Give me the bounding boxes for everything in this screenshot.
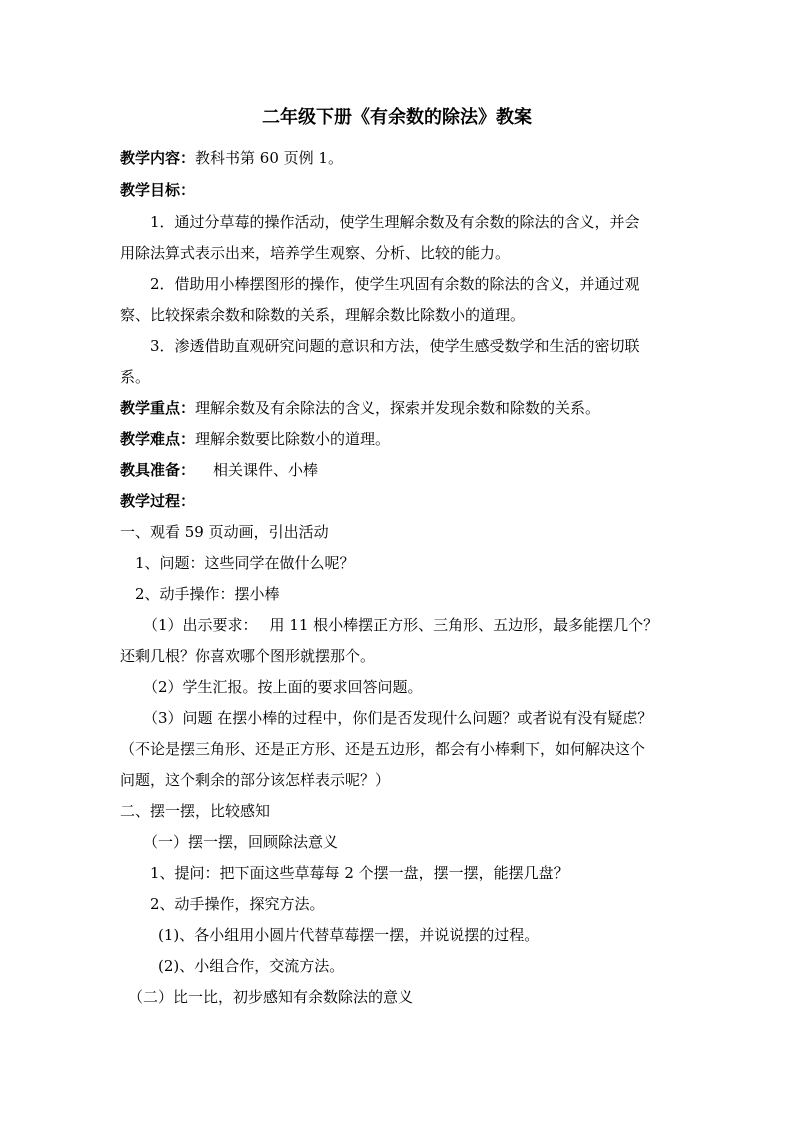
section-2-point-2b: (2)、小组合作，交流方法。 [158,957,345,975]
step-3-note-line2: 问题，这个剩余的部分该怎样表示呢？） [120,771,391,789]
objective-1-line2: 用除法算式表示出来，培养学生观察、分析、比较的能力。 [120,244,511,262]
section-1-heading: 一、观看 59 页动画，引出活动 [120,523,329,541]
content-label: 教学内容： [120,149,196,167]
key-points-label: 教学重点： [120,399,196,417]
objective-2-line2: 察、比较探索余数和除数的关系，理解余数比除数小的道理。 [120,306,526,324]
section-2-point-2a: (1)、各小组用小圆片代替草莓摆一摆，并说说摆的过程。 [158,926,540,944]
difficulties-text: 理解余数要比除数小的道理。 [195,430,391,448]
objective-3-line2: 系。 [120,368,151,386]
document-title: 二年级下册《有余数的除法》教案 [262,107,532,128]
key-points-line [120,398,600,418]
difficulties-line [120,429,390,449]
section-2-heading: 二、摆一摆，比较感知 [120,802,271,820]
objectives-label: 教学目标： [120,181,196,199]
step-3-note-line1: （不论是摆三角形、还是正方形、还是五边形，都会有小棒剩下，如何解决这个 [120,740,646,758]
objective-3-line1: 3．渗透借助直观研究问题的意识和方法，使学生感受数学和生活的密切联 [150,337,640,355]
content-text: 教科书第 60 页例 1。 [195,149,343,167]
content-line [120,148,343,168]
key-points-text: 理解余数及有余除法的含义，探索并发现余数和除数的关系。 [195,399,601,417]
step-3-line: （3）问题 在摆小棒的过程中，你们是否发现什么问题？或者说有没有疑虑？ [143,709,653,727]
objective-2-line1: 2．借助用小棒摆图形的操作，使学生巩固有余数的除法的含义，并通过观 [150,275,640,293]
materials-line [120,460,318,480]
section-1-question-2: 2、动手操作：摆小棒 [135,585,280,603]
section-2-part-2: （二）比一比，初步感知有余数除法的意义 [128,988,414,1006]
step-2-line: （2）学生汇报。按上面的要求回答问题。 [143,678,423,696]
difficulties-label: 教学难点： [120,430,196,448]
section-2-point-1: 1、提问：把下面这些草莓每 2 个摆一盘，摆一摆，能摆几盘？ [150,864,569,882]
materials-label: 教具准备： [120,461,196,479]
step-1-label: （1）出示要求： [143,616,258,634]
section-2-point-2: 2、动手操作，探究方法。 [150,895,325,913]
section-2-part-1: （一）摆一摆，回顾除法意义 [143,833,339,851]
section-1-question-1: 1、问题：这些同学在做什么呢？ [135,554,355,572]
materials-text: 相关课件、小棒 [213,461,319,479]
step-1-continuation: 还剩几根？你喜欢哪个图形就摆那个。 [120,647,376,665]
process-label: 教学过程： [120,492,196,510]
step-1-text: 用 11 根小棒摆正方形、三角形、五边形，最多能摆几个？ [269,616,659,634]
step-1-line [143,615,658,635]
objective-1-line1: 1．通过分草莓的操作活动，使学生理解余数及有余数的除法的含义，并会 [150,213,640,231]
